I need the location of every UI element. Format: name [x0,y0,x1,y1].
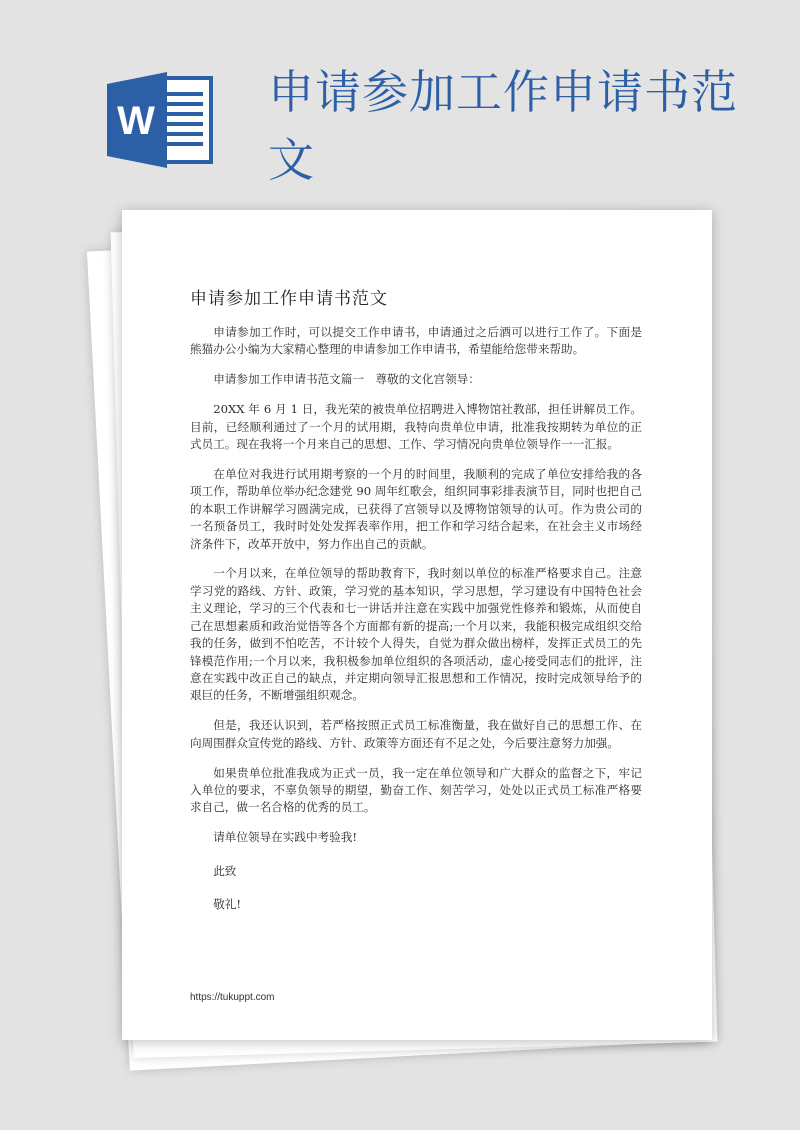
word-logo-icon [107,70,217,170]
paragraph-salutation: 申请参加工作申请书范文篇一 尊敬的文化宫领导： [213,372,480,387]
paragraph-closing-2: 敬礼! [213,897,242,912]
paragraph-5: 如果贵单位批准我成为正式一员，我一定在单位领导和广大群众的监督之下，牢记入单位的要求，不辜负领导的期望，勤奋工作、刻苦学习，处处以正式员工标准严格要求自己，做一名合格的优秀的员工。 [190,765,642,815]
document-title: 申请参加工作申请书范文 [190,289,388,309]
page-title-line-2: 文 [268,133,315,187]
word-logo-letter: W [117,99,155,143]
paragraph-2: 在单位对我进行试用期考察的一个月的时间里，我顺利的完成了单位安排给我的各项工作，帮助单位举办纪念建党 90 周年红歌会，组织同事彩排表演节目，同时也把自己的本职工作讲解学习圆满完成，已获得了宫领导以及博物馆领导的认可。作为贵公司的一名预备员工，我时时处处发挥表率作用，把工作和学习结合起来，在社会主义市场经济条件下，改革开放中，努力作出自己的贡献。 [190,466,642,551]
document-page [122,210,712,1040]
paragraph-request: 请单位领导在实践中考验我! [213,830,357,845]
paragraph-closing-1: 此致 [213,863,237,878]
page-title-line-1: 申请参加工作申请书范 [268,65,738,119]
document-body [190,324,642,929]
paragraph-3: 一个月以来，在单位领导的帮助教育下，我时刻以单位的标准严格要求自己。注意学习党的路线、方针、政策，学习党的基本知识，学习思想，学习建设有中国特色社会主义理论，学习的三个代表和七一讲话并注意在实践中加强党性修养和锻炼，从而使自己在思想素质和政治觉悟等各个方面都有新的提高;一个月以来，我能积极完成组织交给我的任务，做到不怕吃苦，不计较个人得失，自觉为群众做出榜样，发挥正式员工的先锋模范作用;一个月以来，我积极参加单位组织的各项活动，虚心接受同志们的批评，注意在实践中改正自己的缺点，并定期向领导汇报思想和工作情况，按时完成领导给予的艰巨的任务，不断增强组织观念。 [190,566,642,703]
paragraph-intro: 申请参加工作时，可以提交工作申请书，申请通过之后酒可以进行工作了。下面是熊猫办公小编为大家精心整理的申请参加工作申请书，希望能给您带来帮助。 [190,325,642,357]
footer-url: https://tukuppt.com [190,992,275,1003]
page-title [268,58,738,194]
paragraph-1: 20XX 年 6 月 1 日，我光荣的被贵单位招聘进入博物馆社教部，担任讲解员工作。目前，已经顺利通过了一个月的试用期，我特向贵单位申请，批准我按期转为单位的正式员工。现在我将一个月来自己的思想、工作、学习情况向贵单位领导作一一汇报。 [190,402,642,452]
paragraph-4: 但是，我还认识到，若严格按照正式员工标准衡量，我在做好自己的思想工作、在向周围群众宣传党的路线、方针、政策等方面还有不足之处，今后要注意努力加强。 [190,718,642,750]
